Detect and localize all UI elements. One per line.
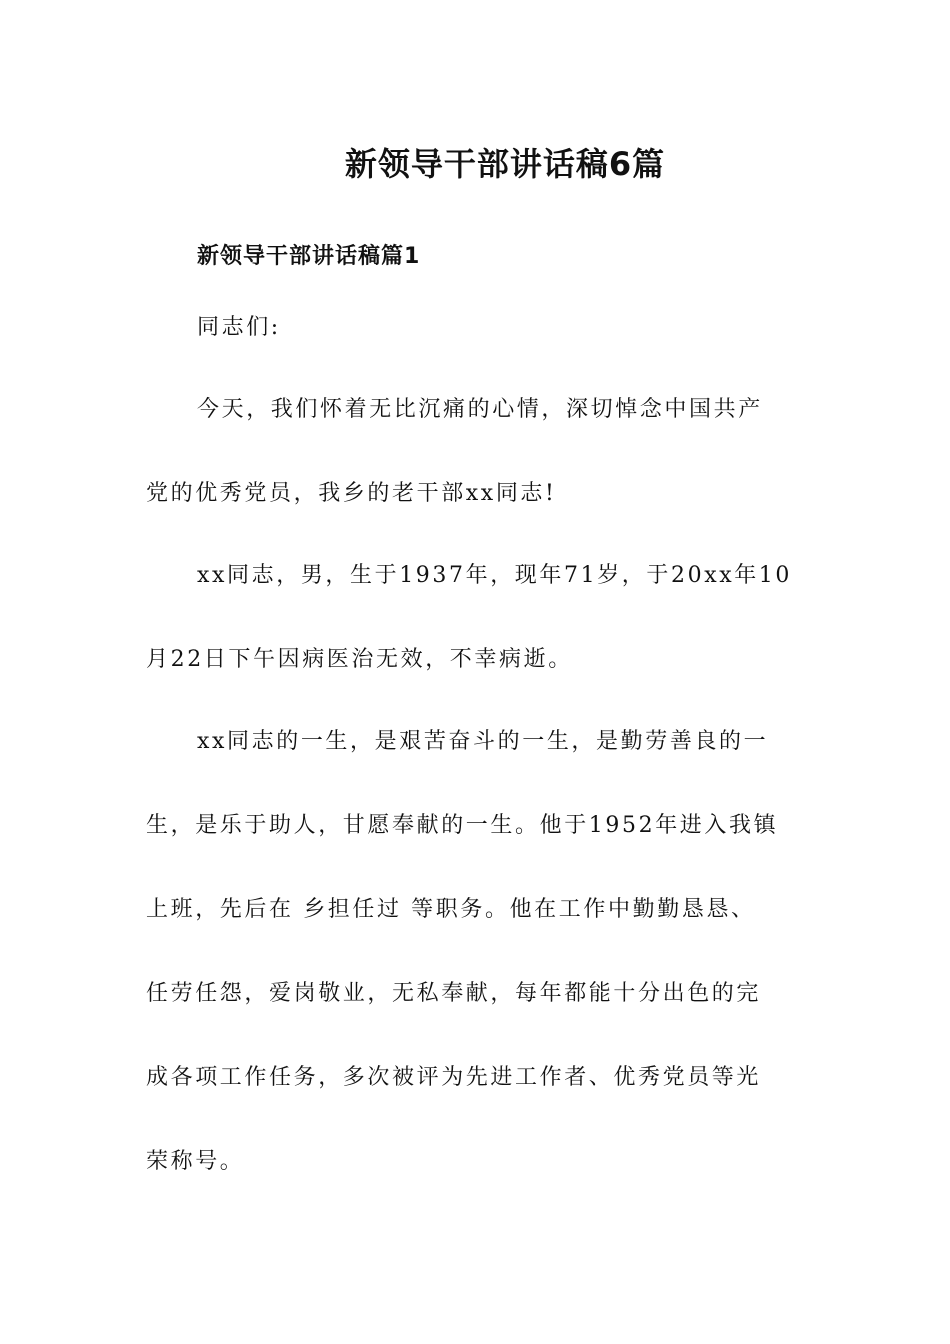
paragraph-line: xx同志的一生，是艰苦奋斗的一生，是勤劳善良的一 [197,729,769,754]
paragraph-line: 月22日下午因病医治无效，不幸病逝。 [146,647,573,672]
paragraph-line: 上班，先后在 乡担任过 等职务。他在工作中勤勤恳恳、 [146,897,756,922]
salutation-line: 同志们: [197,315,281,340]
paragraph-line: 今天，我们怀着无比沉痛的心情，深切悼念中国共产 [197,397,763,422]
paragraph-line: 荣称号。 [146,1149,245,1174]
section-heading: 新领导干部讲话稿篇1 [197,244,421,269]
document-title: 新领导干部讲话稿6篇 [344,145,666,183]
paragraph-line: 党的优秀党员，我乡的老干部xx同志! [146,481,557,506]
paragraph-line: 成各项工作任务，多次被评为先进工作者、优秀党员等光 [146,1065,762,1090]
paragraph-line: 任劳任怨，爱岗敬业，无私奉献，每年都能十分出色的完 [146,981,762,1006]
paragraph-line: xx同志，男，生于1937年，现年71岁，于20xx年10 [197,563,793,588]
paragraph-line: 生，是乐于助人，甘愿奉献的一生。他于1952年进入我镇 [146,813,779,838]
